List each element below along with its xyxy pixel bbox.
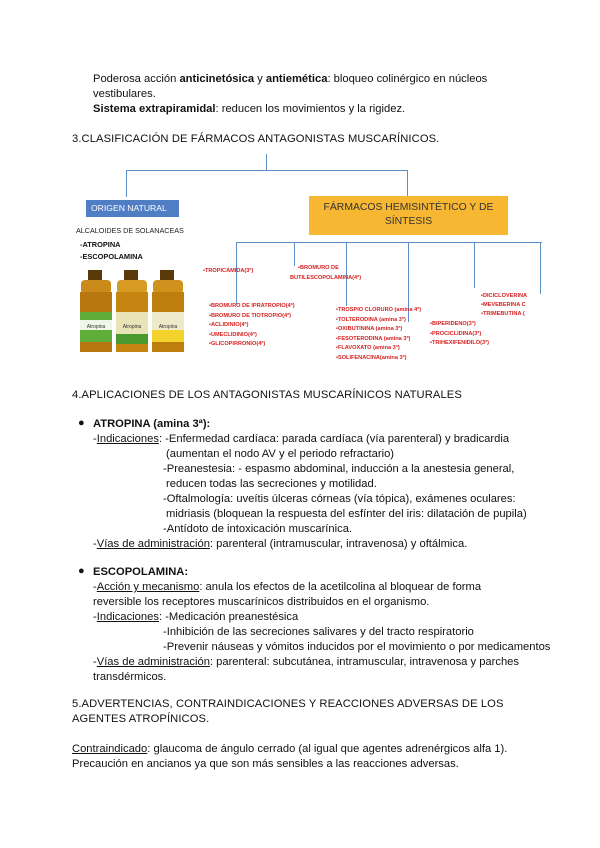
diagram-connector [266, 154, 267, 171]
atropina-vias: -Vías de administración: parenteral (intramuscular, intravenosa) y oftálmica. [93, 538, 468, 550]
bromuro-butil-line1: •BROMURO DE [298, 265, 339, 271]
drug-item: •TRIMEBUTINA ( [481, 311, 525, 317]
bullet-icon: ● [78, 565, 85, 577]
drug-item: •TROSPIO CLORURO (amina 4ª) [336, 307, 422, 313]
drug-item: •FLAVOXATO (amina 3ª) [336, 345, 400, 351]
escopolamina-heading: ESCOPOLAMINA: [93, 566, 189, 578]
origin-natural-box [86, 200, 179, 217]
hemisintetico-box [309, 196, 508, 235]
bottle [116, 270, 148, 352]
diagram-connector [407, 170, 408, 196]
precaucion-line: Precaución en ancianos ya que son más sensibles a las reacciones adversas. [72, 758, 459, 770]
contraindicado-line: Contraindicado: glaucoma de ángulo cerrado (al igual que agentes adrenérgicos alfa 1). [72, 743, 508, 755]
diagram-connector [126, 170, 127, 197]
hemisintetico-label: FÁRMACOS HEMISINTÉTICO Y DE SÍNTESIS [323, 202, 494, 227]
drug-item: •BROMURO DE TIOTROPIO(4ª) [209, 312, 292, 319]
bottle-label: Atropina [122, 324, 142, 330]
origin-natural-label: ORIGEN NATURAL [91, 203, 167, 213]
bromuro-butil-line2: BUTILESCOPOLAMINA(4ª) [290, 275, 362, 281]
atropina-indicaciones-5: -Oftalmología: uveítis úlceras córneas (vía tópica), exámenes oculares: [163, 493, 516, 505]
diagram-connector [540, 242, 541, 294]
section-5-title-2: AGENTES ATROPÍNICOS. [72, 713, 210, 725]
drug-item: •DICICLOVERINA [481, 293, 528, 299]
section-4-title: 4.APLICACIONES DE LOS ANTAGONISTAS MUSCARÍNICOS NATURALES [72, 389, 462, 401]
escopolamina-accion-2: reversible los receptores muscarínicos distribuidos en el organismo. [93, 596, 430, 608]
alcaloides-label: ALCALOIDES DE SOLANACEAS [76, 226, 184, 235]
drug-column-1 [209, 302, 295, 350]
atropina-indicaciones-7: -Antídoto de intoxicación muscarínica. [163, 523, 353, 535]
section-5-title-1: 5.ADVERTENCIAS, CONTRAINDICACIONES Y REACCIONES ADVERSAS DE LOS [72, 698, 504, 710]
drug-item: •SOLIFENACINA(amina 3ª) [336, 354, 407, 361]
drug-column-4 [481, 292, 527, 319]
atropine-bottles-image [78, 268, 186, 352]
section-3-title: 3.CLASIFICACIÓN DE FÁRMACOS ANTAGONISTAS MUSCARÍNICOS. [72, 133, 440, 145]
drug-item: •OXIBUTININA (amina 3ª) [336, 326, 403, 332]
diagram-connector [126, 170, 408, 171]
drug-column-3 [430, 320, 489, 349]
atropina-item: -ATROPINA [80, 240, 121, 249]
drug-item: •ACLIDINIO(4ª) [209, 322, 249, 328]
bottle-label: Atropina [86, 324, 106, 330]
drug-item: •PROCICLIDINA(3ª) [430, 330, 482, 337]
diagram-connector [236, 242, 542, 243]
drug-item: •MEVEBERINA C [481, 302, 526, 308]
drug-item: •TOLTERODINA (amina 3ª) [336, 316, 406, 323]
drug-item: •UMECLIDINIO(4ª) [209, 331, 257, 338]
top-line-2: vestibulares. [93, 88, 156, 100]
atropina-indicaciones-1: -Indicaciones: -Enfermedad cardíaca: parada cardíaca (vía parenteral) y bradicardia [93, 433, 510, 445]
diagram-connector [294, 242, 295, 266]
escopolamina-accion-1: -Acción y mecanismo: anula los efectos de la acetilcolina al bloquear de forma [93, 581, 482, 593]
bottle [152, 270, 184, 352]
atropina-heading: ATROPINA (amina 3ª): [93, 418, 211, 430]
diagram-connector [474, 242, 475, 288]
escopolamina-indicaciones-3: -Prevenir náuseas y vómitos inducidos por el movimiento o por medicamentos [163, 641, 551, 653]
bottle [80, 270, 112, 352]
top-line-3: Sistema extrapiramidal: reducen los movimientos y la rigidez. [93, 103, 406, 115]
atropina-indicaciones-4: reducen todas las secreciones y motilidad. [166, 478, 377, 490]
escopolamina-vias-2: transdérmicos. [93, 671, 167, 683]
escopolamina-indicaciones-1: -Indicaciones: -Medicación preanestésica [93, 611, 299, 623]
escopolamina-vias-1: -Vías de administración: parenteral: subcutánea, intramuscular, intravenosa y parches [93, 656, 519, 668]
drug-item: •BROMURO DE IPRATROPIO(4ª) [209, 303, 295, 309]
top-line-1: Poderosa acción anticinetósica y antiemética: bloqueo colinérgico en núcleos [93, 73, 488, 85]
atropina-indicaciones-6: midriasis (bloquean la respuesta del esfínter del iris: dilatación de pupila) [166, 508, 527, 520]
atropina-indicaciones-2: (aumentan el nodo AV y el periodo refractario) [166, 448, 395, 460]
drug-item: •TRIHEXIFENIDILO(3ª) [430, 340, 490, 346]
tropicamida-item: •TROPICAMIDA(3ª) [203, 268, 254, 274]
bullet-icon: ● [78, 417, 85, 429]
atropina-indicaciones-3: -Preanestesia: - espasmo abdominal, inducción a la anestesia general, [163, 463, 515, 475]
escopolamina-item: -ESCOPOLAMINA [80, 252, 143, 261]
drug-item: •FESOTERODINA (amina 3ª) [336, 335, 411, 342]
drug-item: •BIPERIDENO(3ª) [430, 321, 476, 327]
drug-column-2 [336, 306, 421, 363]
bottle-label: Atropina [158, 324, 178, 330]
drug-item: •GLICOPIRRONIO(4ª) [209, 341, 266, 347]
escopolamina-indicaciones-2: -Inhibición de las secreciones salivares y del tracto respiratorio [163, 626, 474, 638]
diagram-connector [346, 242, 347, 306]
